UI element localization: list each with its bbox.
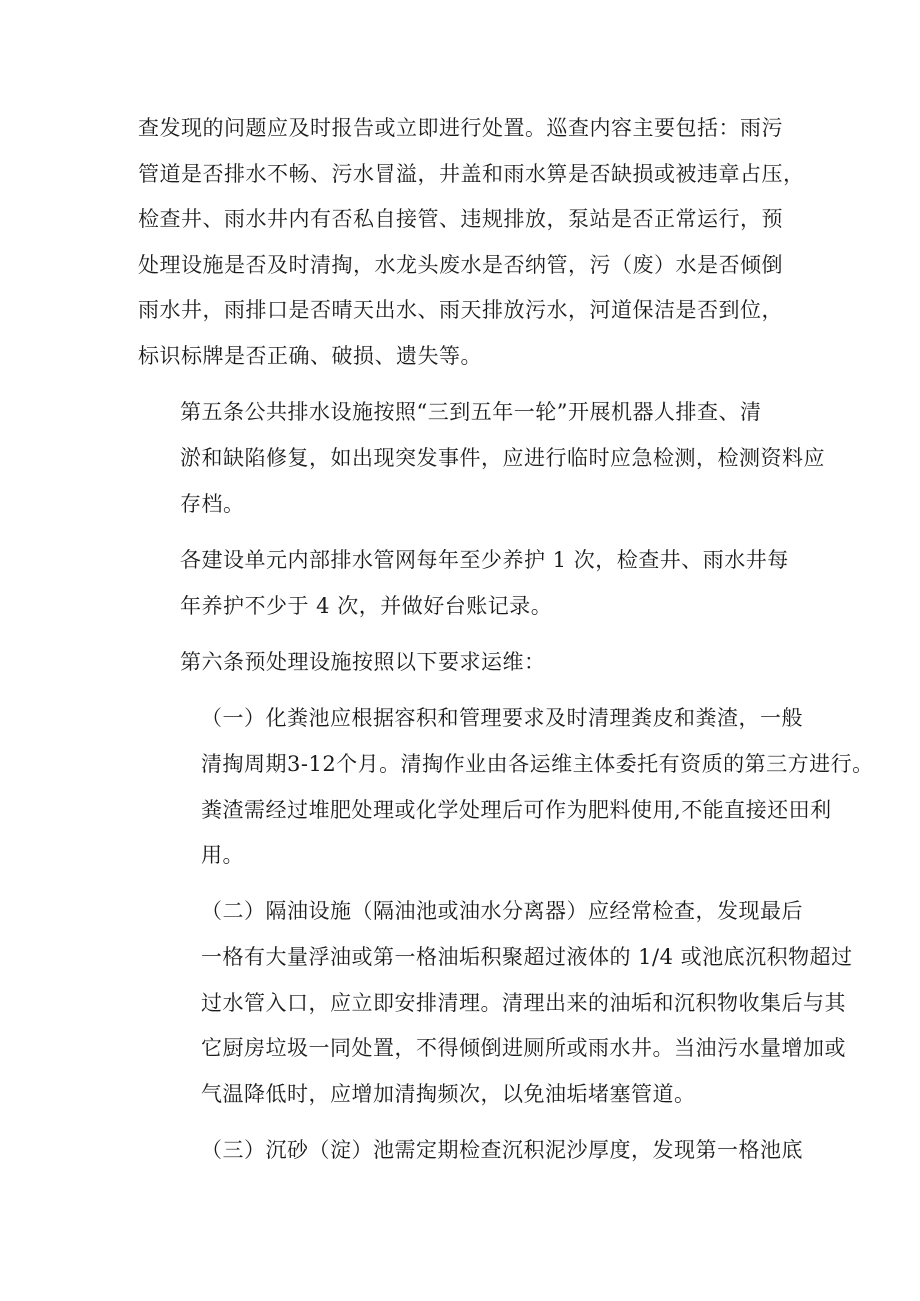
text-line: （三）沉砂（淀）池需定期检查沉积泥沙厚度，发现第一格池底 xyxy=(201,1138,803,1163)
text-line: 存档。 xyxy=(180,491,245,516)
text-line: 年养护不少于 4 次，并做好台账记录。 xyxy=(180,593,553,618)
text-line: 雨水井，雨排口是否晴天出水、雨天排放污水，河道保洁是否到位， xyxy=(138,298,783,323)
text-line: 过水管入口，应立即安排清理。清理出来的油垢和沉积物收集后与其 xyxy=(201,990,846,1015)
text-line: （二）隔油设施（隔油池或油水分离器）应经常检查，发现最后 xyxy=(201,899,803,924)
paragraph xyxy=(138,1128,803,1174)
text-line: 查发现的问题应及时报告或立即进行处置。巡查内容主要包括：雨污 xyxy=(138,116,783,140)
document-body xyxy=(138,106,874,1185)
paragraph xyxy=(138,106,805,380)
paragraph xyxy=(138,390,825,527)
text-line: 淤和缺陷修复，如出现突发事件，应进行临时应急检测，检测资料应 xyxy=(180,445,825,470)
paragraph xyxy=(138,696,874,878)
text-line: 气温降低时，应增加清掏频次，以免油垢堵塞管道。 xyxy=(201,1081,696,1106)
text-line: 标识标牌是否正确、破损、遗失等。 xyxy=(138,343,482,368)
text-line: 它厨房垃圾一同处置，不得倾倒进厕所或雨水井。当油污水量增加或 xyxy=(201,1036,846,1061)
text-line: 粪渣需经过堆肥处理或化学处理后可作为肥料使用,不能直接还田利 xyxy=(201,797,832,822)
text-line: 第五条公共排水设施按照“三到五年一轮”开展机器人排查、清 xyxy=(180,400,762,425)
text-line: 一格有大量浮油或第一格油垢积聚超过液体的 1/4 或池底沉积物超过 xyxy=(201,945,853,970)
text-line: 各建设单元内部排水管网每年至少养护 1 次，检查井、雨水井每 xyxy=(180,547,789,572)
text-line: 用。 xyxy=(201,843,244,868)
text-line: 清掏周期3-12个月。清掏作业由各运维主体委托有资质的第三方进行。 xyxy=(201,751,874,776)
paragraph xyxy=(138,640,798,686)
text-line: 管道是否排水不畅、污水冒溢，井盖和雨水箅是否缺损或被违章占压， xyxy=(138,161,805,186)
text-line: 检查井、雨水井内有否私自接管、违规排放，泵站是否正常运行，预 xyxy=(138,207,783,232)
paragraph xyxy=(138,889,853,1117)
text-line: （一）化粪池应根据容积和管理要求及时清理粪皮和粪渣，一般 xyxy=(201,706,803,731)
paragraph xyxy=(138,538,798,629)
text-line: 第六条预处理设施按照以下要求运维： xyxy=(180,649,546,674)
text-line: 处理设施是否及时清掏，水龙头废水是否纳管，污（废）水是否倾倒 xyxy=(138,252,783,277)
